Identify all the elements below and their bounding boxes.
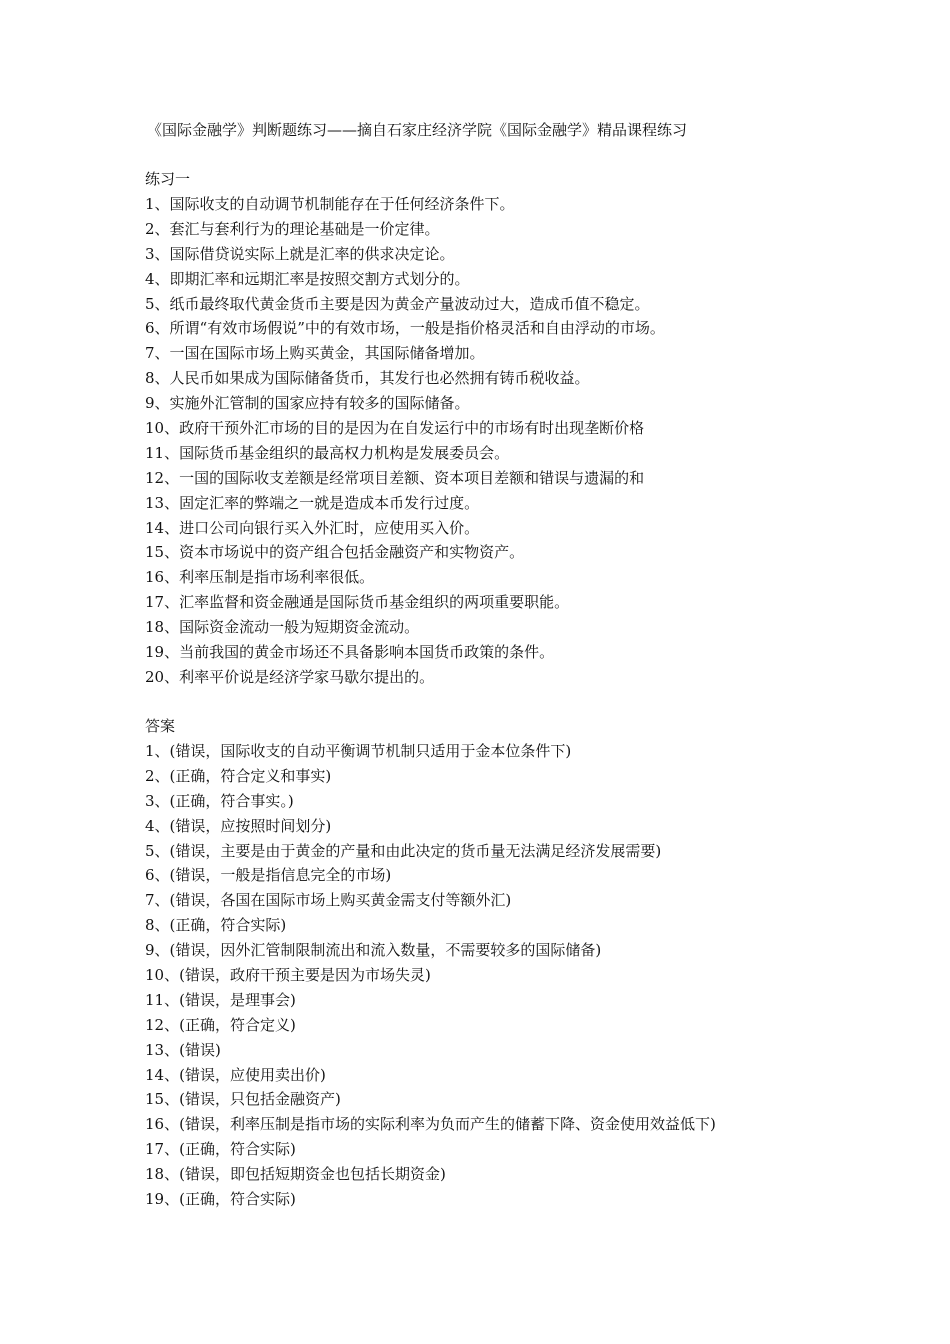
question-item: 4、即期汇率和远期汇率是按照交割方式划分的。 (145, 269, 470, 288)
question-item: 3、国际借贷说实际上就是汇率的供求决定论。 (145, 244, 455, 263)
question-item: 15、资本市场说中的资产组合包括金融资产和实物资产。 (145, 543, 525, 562)
question-item: 19、当前我国的黄金市场还不具备影响本国货币政策的条件。 (145, 643, 555, 662)
question-item: 2、套汇与套利行为的理论基础是一价定律。 (145, 219, 440, 238)
question-item: 13、固定汇率的弊端之一就是造成本币发行过度。 (145, 493, 480, 512)
question-item: 17、汇率监督和资金融通是国际货币基金组织的两项重要职能。 (145, 593, 570, 612)
question-item: 14、进口公司向银行买入外汇时，应使用买入价。 (145, 518, 480, 537)
question-item: 5、纸币最终取代黄金货币主要是因为黄金产量波动过大，造成币值不稳定。 (145, 294, 650, 313)
document-title: 《国际金融学》判断题练习——摘自石家庄经济学院《国际金融学》精品课程练习 (147, 121, 688, 139)
answer-item: 5、(错误，主要是由于黄金的产量和由此决定的货币量无法满足经济发展需要) (145, 841, 662, 860)
answer-item: 3、(正确，符合事实。) (145, 791, 294, 810)
question-item: 6、所谓“有效市场假说”中的有效市场，一般是指价格灵活和自由浮动的市场。 (145, 319, 665, 338)
exercise-heading: 练习一 (145, 170, 191, 188)
question-item: 18、国际资金流动一般为短期资金流动。 (145, 618, 420, 637)
answer-item: 19、(正确，符合实际) (145, 1190, 296, 1209)
answer-item: 7、(错误，各国在国际市场上购买黄金需支付等额外汇) (145, 891, 512, 910)
answer-item: 12、(正确，符合定义) (145, 1015, 296, 1034)
answers-heading: 答案 (145, 717, 176, 735)
answer-list (145, 739, 716, 1212)
answer-item: 13、(错误) (145, 1040, 221, 1059)
answer-item: 10、(错误，政府干预主要是因为市场失灵) (145, 966, 431, 985)
answer-item: 15、(错误，只包括金融资产) (145, 1090, 341, 1109)
question-list (145, 192, 665, 690)
question-item: 11、国际货币基金组织的最高权力机构是发展委员会。 (145, 443, 510, 462)
question-item: 1、国际收支的自动调节机制能存在于任何经济条件下。 (145, 195, 515, 213)
answer-item: 11、(错误，是理事会) (145, 990, 296, 1009)
answer-item: 2、(正确，符合定义和事实) (145, 766, 332, 785)
answer-item: 18、(错误，即包括短期资金也包括长期资金) (145, 1165, 446, 1184)
question-item: 20、利率平价说是经济学家马歇尔提出的。 (145, 667, 435, 686)
answer-item: 1、(错误，国际收支的自动平衡调节机制只适用于金本位条件下) (145, 742, 572, 760)
question-item: 16、利率压制是指市场利率很低。 (145, 568, 375, 587)
answer-item: 9、(错误，因外汇管制限制流出和流入数量，不需要较多的国际储备) (145, 941, 602, 960)
answer-item: 6、(错误，一般是指信息完全的市场) (145, 866, 392, 885)
answer-item: 16、(错误，利率压制是指市场的实际利率为负而产生的储蓄下降、资金使用效益低下) (145, 1115, 716, 1134)
question-item: 10、政府干预外汇市场的目的是因为在自发运行中的市场有时出现垄断价格 (145, 419, 645, 438)
question-item: 12、一国的国际收支差额是经常项目差额、资本项目差额和错误与遗漏的和 (145, 468, 645, 487)
question-item: 8、人民币如果成为国际储备货币，其发行也必然拥有铸币税收益。 (145, 369, 590, 388)
answer-item: 8、(正确，符合实际) (145, 916, 287, 935)
answer-item: 14、(错误，应使用卖出价) (145, 1065, 326, 1084)
answer-item: 4、(错误，应按照时间划分) (145, 816, 332, 835)
answer-item: 17、(正确，符合实际) (145, 1140, 296, 1159)
question-item: 9、实施外汇管制的国家应持有较多的国际储备。 (145, 394, 470, 413)
question-item: 7、一国在国际市场上购买黄金，其国际储备增加。 (145, 344, 485, 363)
